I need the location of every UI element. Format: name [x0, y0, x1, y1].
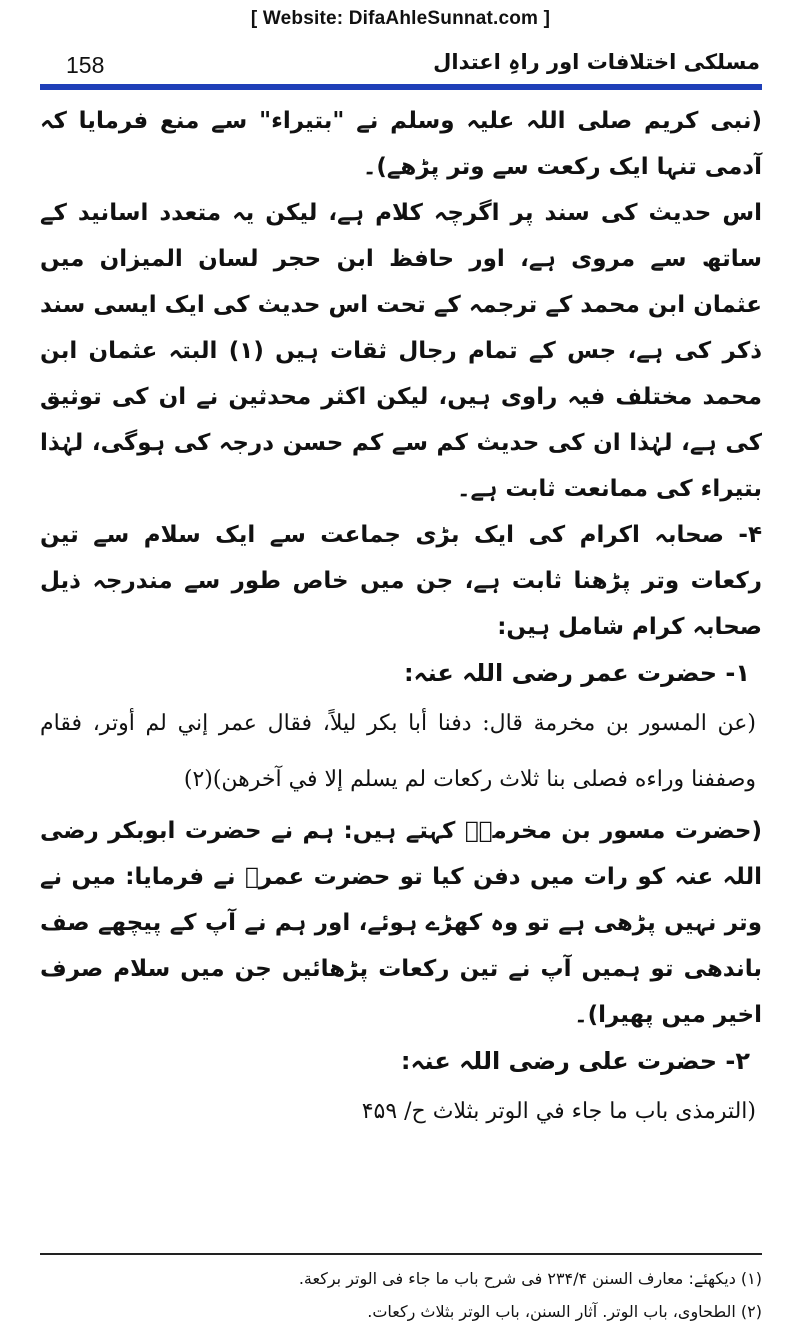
paragraph-hadith-translation: (نبی کریم صلی اللہ علیہ وسلم نے "بتیراء" سے منع فرمایا کہ آدمی تنہا ایک رکعت سے وتر پڑھے)۔ [40, 108, 762, 180]
heading-umar: ۱- حضرت عمر رضی اللہ عنہ: [403, 659, 750, 687]
website-banner: [ Website: DifaAhleSunnat.com ] [250, 8, 551, 29]
footnote-1: (۱) دیکھئے: معارف السنن ۲۳۴/۴ فی شرح باب ما جاء فی الوتر برکعة. [298, 1269, 762, 1288]
header-divider [40, 84, 762, 90]
page-number: 158 [66, 52, 105, 78]
footnotes [40, 1262, 762, 1328]
paragraph-umar-translation: (حضرت مسور بن مخرمہؓ کہتے ہیں: ہم نے حضرت ابوبکر رضی اللہ عنہ کو رات میں دفن کیا تو حضرت عمرؓ نے فرمایا: میں نے وتر نہیں پڑھی ہے تو وہ کھڑے ہوئے، اور ہم نے آپ کے پیچھے صف باندھی تو ہمیں آپ نے تین رکعات پڑھائیں جن میں سلام صرف اخیر میں پھیرا)۔ [40, 818, 762, 1028]
heading-ali: ۲- حضرت علی رضی اللہ عنہ: [400, 1047, 750, 1075]
page-body [40, 98, 762, 1140]
page-header [40, 50, 760, 82]
paragraph-isnad-discussion: اس حدیث کی سند پر اگرچہ کلام ہے، لیکن یہ متعدد اسانید کے ساتھ سے مروی ہے، اور حافظ ابن حجر لسان المیزان میں عثمان ابن محمد کے ترجمہ کے تحت اس حدیث کی ایک ایسی سند ذکر کی ہے، جس کے تمام رجال ثقات ہیں (۱) البتہ عثمان ابن محمد مختلف فیہ راوی ہیں، لیکن اکثر محدثین نے ان کی توثیق کی ہے، لہٰذا ان کی حدیث کم سے کم حسن درجہ کی ہوگی، لہٰذا بتیراء کی ممانعت ثابت ہے۔ [40, 200, 762, 502]
footnote-2: (۲) الطحاوی، باب الوتر. آثار السنن، باب الوتر بثلاث رکعات. [367, 1302, 762, 1321]
book-title: مسلکی اختلافات اور راہِ اعتدال [433, 50, 760, 74]
arabic-quote-umar: (عن المسور بن مخرمة قال: دفنا أبا بكر ليلاً، فقال عمر إني لم أوتر، فقام وصففنا وراءه فصلى بنا ثلاث ركعات لم يسلم إلا في آخرهن)(۲) [40, 711, 756, 792]
paragraph-companions: ۴- صحابہ اکرام کی ایک بڑی جماعت سے ایک سلام سے تین رکعات وتر پڑھنا ثابت ہے، جن میں خاص طور سے مندرجہ ذیل صحابہ کرام شامل ہیں: [40, 522, 762, 640]
footnote-divider [40, 1253, 762, 1255]
arabic-quote-tirmidhi: (الترمذی باب ما جاء في الوتر بثلاث ح/ ۴۵۹ [361, 1099, 756, 1124]
